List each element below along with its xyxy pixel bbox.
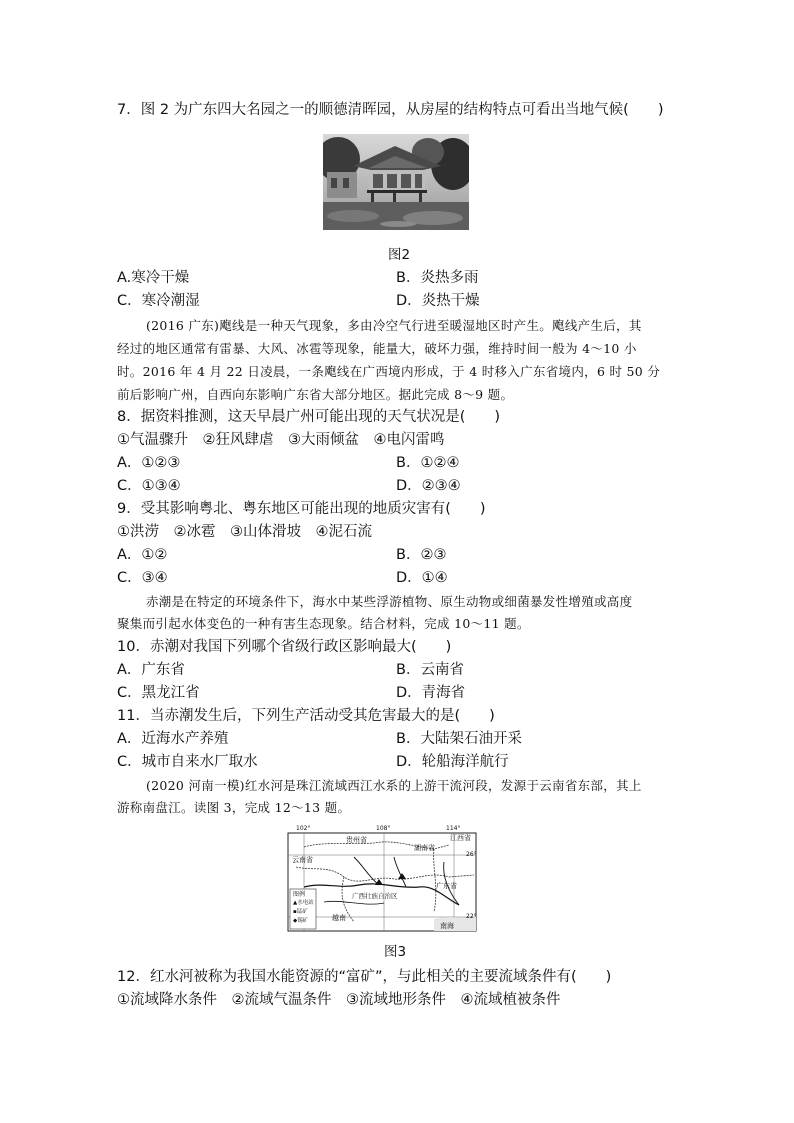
map-lon-108: 108°	[376, 825, 391, 832]
map-label-hunan: 湖南省	[414, 844, 435, 852]
map-legend-tin: ◆锡矿	[293, 918, 309, 924]
hydro-station-icon: ▲	[293, 900, 298, 906]
figure3-caption: 图3	[384, 944, 407, 960]
q12-items: ①流域降水条件 ②流域气温条件 ③流域地形条件 ④流域植被条件	[117, 992, 561, 1008]
map-lat-22: 22°	[466, 913, 477, 920]
q7-option-b: B．炎热多雨	[396, 270, 479, 286]
manganese-mine-icon: ▪	[293, 909, 297, 915]
q8-option-c: C．①③④	[117, 478, 181, 494]
q10-stem: 10．赤潮对我国下列哪个省级行政区影响最大( )	[117, 639, 452, 655]
q8-items: ①气温骤升 ②狂风肆虐 ③大雨倾盆 ④电闪雷鸣	[117, 432, 445, 448]
map-legend-title: 图例	[293, 891, 306, 898]
q9-option-d: D．①④	[396, 570, 448, 586]
q11-stem: 11．当赤潮发生后，下列生产活动受其危害最大的是( )	[117, 708, 495, 724]
map-figure	[284, 827, 480, 933]
q7-stem: 7．图 2 为广东四大名园之一的顺德清晖园，从房屋的结构特点可看出当地气候( )	[117, 102, 664, 118]
map-label-south-sea: 南海	[440, 922, 454, 930]
passage2-line-1: 赤潮是在特定的环境条件下，海水中某些浮游植物、原生动物或细菌暴发性增殖或高度	[146, 594, 633, 609]
map-legend-hydro: ▲水电站	[293, 900, 314, 906]
map-label-yunnan: 云南省	[292, 856, 313, 864]
garden-photo	[323, 134, 469, 230]
q10-option-d: D．青海省	[396, 685, 466, 701]
q11-option-a: A．近海水产养殖	[117, 731, 229, 747]
figure2-caption: 图2	[388, 247, 411, 263]
q7-option-a: A.寒冷干燥	[117, 270, 190, 286]
map-label-vietnam: 越南	[332, 914, 346, 922]
map-lat-26: 26°	[466, 851, 477, 858]
passage1-line-1: (2016 广东)飑线是一种天气现象，多由冷空气行进至暖湿地区时产生。飑线产生后，其	[146, 318, 642, 333]
q8-option-a: A．①②③	[117, 455, 181, 471]
q9-option-b: B．②③	[396, 547, 447, 563]
passage3-line-1: (2020 河南一模)红水河是珠江流域西江水系的上游干流河段，发源于云南省东部，其上	[146, 778, 642, 793]
q8-stem: 8．据资料推测，这天早晨广州可能出现的天气状况是( )	[117, 409, 501, 425]
q8-option-d: D．②③④	[396, 478, 461, 494]
map-legend-manganese: ▪锰矿	[293, 909, 308, 915]
map-label-guizhou: 贵州省	[346, 836, 367, 844]
q7-option-d: D．炎热干燥	[396, 293, 480, 309]
q10-option-a: A．广东省	[117, 662, 185, 678]
q11-option-d: D．轮船海洋航行	[396, 754, 509, 770]
q7-option-c: C．寒冷潮湿	[117, 293, 200, 309]
q10-option-b: B．云南省	[396, 662, 464, 678]
garden-pavilion-image	[323, 134, 469, 230]
q11-option-c: C．城市自来水厂取水	[117, 754, 258, 770]
map-label-jiangxi: 江西省	[450, 834, 471, 842]
q10-option-c: C．黑龙江省	[117, 685, 200, 701]
map-label-guangxi: 广西壮族自治区	[352, 892, 398, 900]
passage3-line-2: 游称南盘江。读图 3，完成 12～13 题。	[117, 800, 351, 815]
map-lon-114: 114°	[446, 825, 461, 832]
q9-stem: 9．受其影响粤北、粤东地区可能出现的地质灾害有( )	[117, 501, 486, 517]
map-lon-102: 102°	[296, 825, 311, 832]
q9-option-c: C．③④	[117, 570, 168, 586]
q8-option-b: B．①②④	[396, 455, 460, 471]
q12-stem: 12．红水河被称为我国水能资源的“富矿”，与此相关的主要流域条件有( )	[117, 969, 612, 985]
map-label-guangdong: 广东省	[436, 882, 457, 890]
q11-option-b: B．大陆架石油开采	[396, 731, 522, 747]
passage1-line-4: 前后影响广州，自西向东影响广东省大部分地区。据此完成 8～9 题。	[117, 387, 514, 402]
passage1-line-2: 经过的地区通常有雷暴、大风、冰雹等现象，能量大，破坏力强，维持时间一般为 4～10 小	[117, 341, 637, 356]
passage1-line-3: 时。2016 年 4 月 22 日凌晨，一条飑线在广西境内形成，于 4 时移入广东省境内，6 时 50 分	[117, 364, 661, 379]
q9-option-a: A．①②	[117, 547, 168, 563]
passage2-line-2: 聚集而引起水体变色的一种有害生态现象。结合材料，完成 10～11 题。	[117, 616, 530, 631]
q9-items: ①洪涝 ②冰雹 ③山体滑坡 ④泥石流	[117, 524, 372, 540]
tin-mine-icon: ◆	[293, 918, 298, 924]
